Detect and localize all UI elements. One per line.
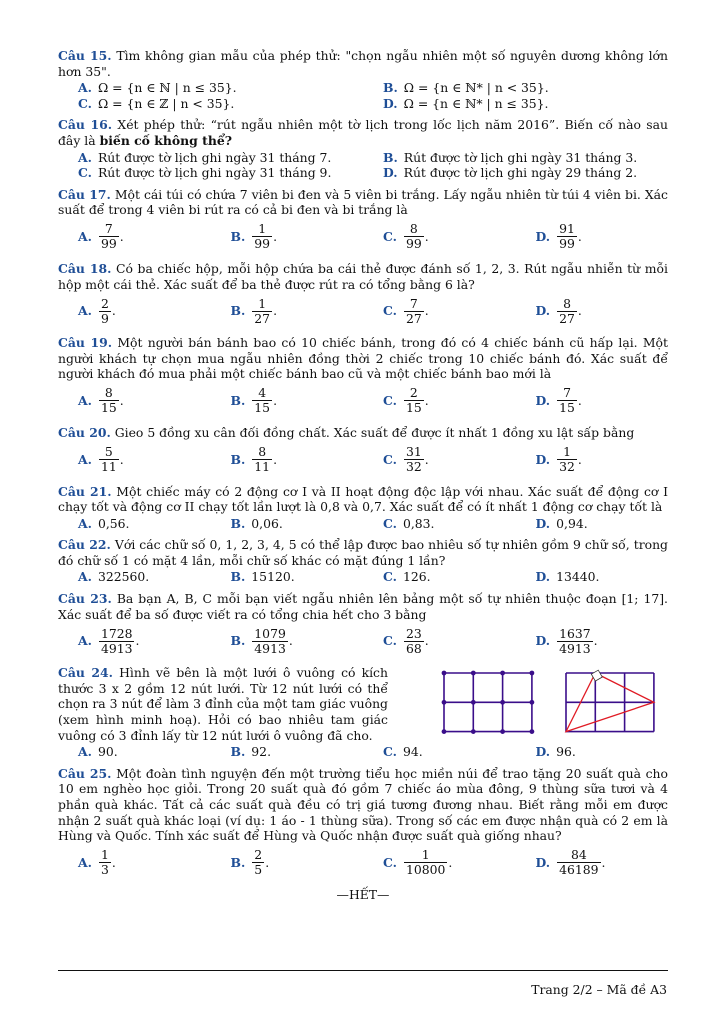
- option-text: 96.: [556, 744, 576, 760]
- answer-option-d: [516, 516, 669, 532]
- question-text: Một người bán bánh bao có 10 chiếc bánh, trong đó có 4 chiếc bánh cũ hấp lại. Một người khách tự chọn mua ngẫu nhiên đồng thời 2 chiếc trong 10 chiếc bánh đó. Xác suất để người khách đó mua phải một chiếc bánh bao cũ và một chiếc bánh bao mới là: [58, 335, 668, 382]
- fraction-denominator: 9: [100, 310, 109, 326]
- option-letter: D.: [535, 303, 551, 319]
- question-stem: [58, 335, 668, 382]
- answer-option-d: D. $\frac{7}{15}$ .: [535, 385, 582, 416]
- option-text: Ω = {n ∈ ℕ | n ≤ 35}.: [97, 80, 237, 96]
- question-label: Câu 22.: [58, 537, 111, 553]
- option-letter: B.: [383, 149, 398, 165]
- answer-options: [58, 293, 668, 329]
- answer-option-a: A. $\frac{2}{9}$ .: [78, 295, 116, 326]
- question: [58, 591, 668, 659]
- option-letter: B.: [230, 744, 246, 760]
- option-letter: A.: [78, 229, 92, 245]
- option-letter: A.: [78, 569, 92, 585]
- question-stem: [58, 117, 668, 148]
- fraction: [557, 848, 600, 877]
- page-footer: Trang 2/2 – Mã đề A3: [531, 982, 667, 997]
- question: [58, 187, 668, 255]
- option-text: Rút được tờ lịch ghi ngày 29 tháng 2.: [403, 165, 638, 181]
- fraction-denominator: 11: [254, 459, 271, 474]
- grid-node: [500, 729, 505, 734]
- question-text: Một cái túi có chứa 7 viên bi đen và 5 viên bi trắng. Lấy ngẫu nhiên từ túi 4 viên bi. Xác suất để trong 4 viên bi rút ra có cả bi đen và bi trắng là: [58, 186, 668, 218]
- question-text: Xét phép thử: “rút ngẫu nhiên một tờ lịch trong lốc lịch năm 2016”. Biến cố nào sau đây là: [58, 117, 668, 148]
- grid-figure: [440, 669, 536, 735]
- fraction-numerator: 1: [258, 221, 267, 237]
- footer-divider: [58, 970, 668, 971]
- fraction-denominator: 27: [405, 310, 422, 326]
- answer-options: [58, 744, 668, 760]
- fraction-numerator: 31: [405, 444, 422, 459]
- fraction-denominator: 15: [100, 400, 117, 416]
- fraction-denominator: 99: [559, 236, 575, 252]
- fraction: [404, 297, 424, 326]
- question-stem: [58, 766, 668, 844]
- grid-node: [471, 729, 476, 734]
- question-stem: [58, 187, 668, 218]
- fraction: [252, 297, 272, 326]
- answer-option-d: [516, 569, 669, 585]
- option-letter: A.: [78, 515, 92, 531]
- option-letter: D.: [383, 95, 398, 111]
- fraction-numerator: 91: [559, 221, 575, 237]
- question: [58, 117, 668, 180]
- fraction-numerator: 1: [258, 295, 267, 311]
- question-text: Gieo 5 đồng xu cân đối đồng chất. Xác suất để được ít nhất 1 đồng xu lật sấp bằng: [114, 424, 635, 440]
- answer-option-a: A. $\frac{1}{3}$ .: [78, 847, 116, 878]
- answer-options: [58, 845, 668, 881]
- question-label: Câu 19.: [58, 335, 113, 351]
- question: [58, 261, 668, 329]
- fraction: [252, 445, 272, 474]
- answer-option-d: D. $\frac{91}{99}$ .: [535, 221, 582, 252]
- question-text: Một đoàn tình nguyện đến một trường tiểu học miền núi để trao tặng 20 suất quà cho 10 em nghèo học giỏi. Trong 20 suất quà đó gồm 7 chiếc áo mùa đông, 9 thùng sữa tươi và 4 phần quà khác. Tất cả các suất quà đều có trị giá tương đương nhau. Biết rằng mỗi em được nhận 2 suất quà khác loại (ví dụ: 1 áo - 1 thùng sữa). Trong số các em được nhận quà có 2 em là Hùng và Quốc. Tính xác suất để Hùng và Quốc nhận được suất quà giống nhau?: [58, 765, 668, 844]
- option-letter: D.: [535, 854, 551, 870]
- answer-options: [58, 80, 668, 111]
- fraction-numerator: 1079: [254, 625, 286, 641]
- fraction: [404, 445, 424, 474]
- answer-options: [58, 442, 668, 478]
- question-stem: [58, 537, 668, 568]
- option-text: 90.: [97, 744, 118, 760]
- option-letter: C.: [383, 633, 397, 649]
- fraction: [99, 222, 119, 251]
- fraction-numerator: 7: [104, 221, 113, 237]
- fraction-denominator: 32: [559, 459, 575, 474]
- answer-options: [58, 623, 668, 659]
- answer-option-a: [58, 516, 211, 532]
- option-text: 92.: [251, 744, 272, 760]
- fraction: [99, 627, 135, 656]
- grid-node: [442, 729, 447, 734]
- answer-option-c: C. $\frac{31}{32}$ .: [383, 444, 429, 474]
- option-letter: C.: [383, 303, 397, 319]
- question-list: [58, 48, 668, 881]
- answer-option-b: B. $\frac{1}{99}$ .: [230, 221, 278, 252]
- option-letter: D.: [535, 515, 551, 531]
- answer-option-c: C. $\frac{7}{27}$ .: [383, 295, 429, 326]
- fraction: [404, 386, 424, 415]
- fraction: [557, 386, 577, 415]
- option-text: 0,56.: [97, 515, 130, 531]
- answer-option-b: [363, 150, 668, 166]
- fraction-numerator: 2: [409, 385, 418, 401]
- fraction-numerator: 8: [563, 295, 571, 311]
- answer-option-a: A. $\frac{1728}{4913}$ .: [78, 625, 140, 656]
- question-stem: [58, 665, 388, 743]
- option-text: 322560.: [97, 569, 150, 585]
- option-letter: B.: [230, 515, 246, 531]
- option-letter: D.: [535, 744, 551, 760]
- exam-page: [58, 48, 668, 902]
- question-text: Một chiếc máy có 2 động cơ I và II hoạt động độc lập với nhau. Xác suất để động cơ I chạy tốt và động cơ II chạy tốt lần lượt là 0,8 và 0,7. Xác suất để có ít nhất 1 động cơ chạy tốt là: [58, 483, 668, 515]
- option-letter: C.: [383, 229, 397, 245]
- fraction-denominator: 3: [100, 862, 109, 878]
- answer-option-a: [58, 150, 363, 166]
- fraction-numerator: 1: [100, 847, 109, 863]
- answer-option-a: A. $\frac{8}{15}$ .: [78, 385, 124, 416]
- answer-option-a: [58, 569, 211, 585]
- fraction: [99, 297, 111, 326]
- answer-options: [58, 219, 668, 255]
- answer-option-c: [363, 744, 516, 760]
- question-label: Câu 20.: [58, 424, 111, 440]
- grid-node: [442, 700, 447, 705]
- question-text: Hình vẽ bên là một lưới ô vuông có kích thước 3 x 2 gồm 12 nút lưới. Từ 12 nút lưới có thể chọn ra 3 nút để làm 3 đỉnh của một tam giác vuông (xem hình minh hoạ). Hỏi có bao nhiêu tam giác vuông có 3 đỉnh lấy từ 12 nút lưới ô vuông đã cho.: [58, 665, 388, 743]
- fraction-numerator: 8: [258, 444, 267, 459]
- question: [58, 335, 668, 419]
- answer-option-b: B. $\frac{1}{27}$ .: [230, 295, 278, 326]
- option-text: 126.: [402, 569, 431, 585]
- fraction-denominator: 68: [405, 640, 422, 656]
- question-stem: [58, 425, 668, 441]
- option-text: 94.: [402, 744, 423, 760]
- answer-options: [58, 383, 668, 419]
- option-letter: B.: [230, 633, 246, 649]
- answer-option-b: B. $\frac{8}{11}$ .: [230, 444, 278, 474]
- option-letter: D.: [535, 633, 551, 649]
- fraction-denominator: 27: [559, 310, 575, 326]
- answer-option-d: D. $\frac{84}{46189}$ .: [535, 847, 606, 878]
- answer-option-d: D. $\frac{8}{27}$ .: [535, 295, 582, 326]
- fraction-numerator: 8: [409, 221, 418, 237]
- answer-option-d: D. $\frac{1637}{4913}$ .: [535, 625, 598, 656]
- question: [58, 484, 668, 532]
- question-label: Câu 25.: [58, 765, 112, 781]
- fraction-numerator: 8: [104, 385, 113, 401]
- answer-option-d: [363, 96, 668, 112]
- fraction-denominator: 99: [405, 236, 422, 252]
- fraction: [557, 297, 577, 326]
- option-letter: B.: [230, 451, 246, 467]
- option-letter: A.: [78, 451, 92, 467]
- question-text: Có ba chiếc hộp, mỗi hộp chứa ba cái thẻ được đánh số 1, 2, 3. Rút ngẫu nhiễn từ mỗi hộp một cái thẻ. Xác suất để ba thẻ được rút ra có tổng bằng 6 là?: [58, 260, 669, 292]
- fraction-numerator: 2: [100, 295, 109, 311]
- question-label: Câu 17.: [58, 186, 111, 202]
- answer-option-b: [211, 744, 364, 760]
- fraction-denominator: 10800: [405, 862, 446, 878]
- fraction: [252, 386, 272, 415]
- question-label: Câu 24.: [58, 665, 113, 681]
- fraction-denominator: 11: [100, 459, 117, 474]
- answer-option-b: B. $\frac{1079}{4913}$ .: [230, 625, 293, 656]
- question: [58, 665, 668, 760]
- question-text: Tìm không gian mẫu của phép thử: "chọn ngẫu nhiên một số nguyên dương không lớn hơn 35".: [58, 48, 668, 79]
- option-text: 0,06.: [251, 515, 283, 531]
- answer-option-d: [363, 165, 668, 181]
- answer-option-c: C. $\frac{8}{99}$ .: [383, 221, 429, 252]
- answer-option-a: [58, 80, 363, 96]
- fraction: [99, 848, 111, 877]
- fraction-numerator: 1728: [100, 625, 133, 641]
- fraction: [557, 627, 593, 656]
- answer-option-d: [516, 744, 669, 760]
- fraction: [404, 222, 424, 251]
- grid-node: [500, 700, 505, 705]
- answer-options: [58, 516, 668, 532]
- option-letter: B.: [230, 303, 246, 319]
- option-letter: C.: [78, 95, 92, 111]
- question-label: Câu 18.: [58, 260, 112, 276]
- option-text: Rút được tờ lịch ghi ngày 31 tháng 9.: [97, 165, 332, 181]
- fraction-numerator: 23: [405, 625, 422, 641]
- option-letter: A.: [78, 149, 92, 165]
- option-letter: B.: [230, 229, 246, 245]
- option-text: Ω = {n ∈ ℤ | n < 35}.: [97, 95, 235, 111]
- fraction: [99, 386, 119, 415]
- question-text: Với các chữ số 0, 1, 2, 3, 4, 5 có thể lập được bao nhiêu số tự nhiên gồm 9 chữ số, trong đó chữ số 1 có mặt 4 lần, mỗi chữ số khác có mặt đúng 1 lần?: [58, 537, 668, 568]
- fraction-numerator: 7: [563, 385, 571, 401]
- option-text: 0,94.: [556, 515, 588, 531]
- question-label: Câu 15.: [58, 48, 112, 63]
- option-letter: A.: [78, 80, 92, 96]
- fraction-denominator: 15: [405, 400, 422, 416]
- answer-option-b: B. $\frac{4}{15}$ .: [230, 385, 278, 416]
- option-letter: D.: [535, 451, 551, 467]
- question-stem: [58, 48, 668, 79]
- option-letter: D.: [535, 569, 551, 585]
- fraction: [99, 445, 119, 474]
- question: [58, 48, 668, 111]
- fraction: [252, 222, 272, 251]
- grid-node: [530, 729, 535, 734]
- fraction: [404, 627, 424, 656]
- grid-illustration: [440, 669, 658, 743]
- end-marker: —HẾT—: [336, 886, 390, 902]
- fraction-numerator: 1: [421, 847, 430, 863]
- question-emphasis: biến cố không thể?: [99, 132, 232, 148]
- option-letter: C.: [383, 744, 397, 760]
- answer-option-c: C. $\frac{23}{68}$ .: [383, 625, 429, 656]
- question-stem: [58, 484, 668, 515]
- fraction-numerator: 4: [258, 385, 267, 401]
- fraction-denominator: 4913: [559, 640, 591, 656]
- fraction-numerator: 84: [570, 847, 587, 863]
- option-text: 15120.: [251, 569, 295, 585]
- question: [58, 425, 668, 478]
- option-letter: C.: [383, 569, 397, 585]
- option-letter: B.: [230, 393, 246, 409]
- fraction: [252, 848, 264, 877]
- option-text: Ω = {n ∈ ℕ* | n < 35}.: [403, 80, 549, 96]
- fraction-denominator: 4913: [254, 640, 286, 656]
- answer-option-c: [363, 569, 516, 585]
- answer-option-c: [58, 96, 363, 112]
- grid-node: [530, 700, 535, 705]
- option-text: Rút được tờ lịch ghi ngày 31 tháng 3.: [403, 149, 638, 165]
- grid-node: [471, 671, 476, 676]
- question-label: Câu 16.: [58, 117, 113, 133]
- option-letter: C.: [78, 165, 92, 181]
- fraction: [252, 627, 288, 656]
- option-letter: A.: [78, 633, 92, 649]
- grid-node: [471, 700, 476, 705]
- fraction: [404, 848, 447, 877]
- fraction-denominator: 4913: [100, 640, 133, 656]
- answer-option-c: [58, 165, 363, 181]
- answer-option-a: A. $\frac{5}{11}$ .: [78, 444, 124, 474]
- answer-option-c: C. $\frac{1}{10800}$ .: [383, 847, 453, 878]
- question-label: Câu 23.: [58, 591, 112, 607]
- answer-option-b: [211, 516, 364, 532]
- option-letter: D.: [383, 165, 398, 181]
- grid-node: [500, 671, 505, 676]
- option-letter: B.: [383, 80, 398, 96]
- option-letter: A.: [78, 303, 92, 319]
- answer-option-b: B. $\frac{2}{5}$ .: [230, 847, 270, 878]
- fraction-denominator: 27: [254, 310, 271, 326]
- answer-option-b: [363, 80, 668, 96]
- question-stem: [58, 591, 668, 622]
- fraction: [557, 445, 577, 474]
- question-text: Ba bạn A, B, C mỗi bạn viết ngẫu nhiên lên bảng một số tự nhiên thuộc đoạn [1; 17]. Xác suất để ba số được viết ra có tổng chia hết cho 3 bằng: [58, 591, 668, 622]
- option-letter: A.: [78, 393, 92, 409]
- option-text: Rút được tờ lịch ghi ngày 31 tháng 7.: [97, 149, 332, 165]
- option-letter: A.: [78, 854, 92, 870]
- answer-option-d: D. $\frac{1}{32}$ .: [535, 444, 582, 474]
- option-letter: C.: [383, 393, 397, 409]
- option-text: 0,83.: [402, 515, 435, 531]
- option-text: Ω = {n ∈ ℕ* | n ≤ 35}.: [403, 95, 549, 111]
- option-letter: A.: [78, 744, 92, 760]
- question: [58, 766, 668, 881]
- grid-triangle-figure: [562, 669, 658, 735]
- question-label: Câu 21.: [58, 483, 112, 499]
- option-letter: C.: [383, 854, 397, 870]
- grid-node: [442, 671, 447, 676]
- option-text: 13440.: [556, 569, 600, 585]
- answer-option-a: A. $\frac{7}{99}$ .: [78, 221, 124, 252]
- fraction-numerator: 1: [563, 444, 571, 459]
- option-letter: D.: [535, 229, 551, 245]
- fraction: [557, 222, 577, 251]
- option-letter: B.: [230, 854, 246, 870]
- option-letter: B.: [230, 569, 246, 585]
- question: [58, 537, 668, 585]
- option-letter: D.: [535, 393, 551, 409]
- answer-option-a: [58, 744, 211, 760]
- fraction-denominator: 15: [254, 400, 271, 416]
- fraction-numerator: 5: [104, 444, 113, 459]
- answer-options: [58, 569, 668, 585]
- fraction-denominator: 99: [254, 236, 271, 252]
- right-angle-marker: [591, 670, 602, 681]
- option-letter: C.: [383, 515, 397, 531]
- answer-options: [58, 150, 668, 181]
- fraction-denominator: 99: [100, 236, 117, 252]
- grid-node: [530, 671, 535, 676]
- fraction-denominator: 15: [559, 400, 575, 416]
- answer-option-c: [363, 516, 516, 532]
- fraction-numerator: 7: [409, 295, 418, 311]
- answer-option-b: [211, 569, 364, 585]
- fraction-denominator: 5: [254, 862, 263, 878]
- fraction-numerator: 1637: [559, 625, 591, 641]
- answer-option-c: C. $\frac{2}{15}$ .: [383, 385, 429, 416]
- option-letter: C.: [383, 451, 397, 467]
- fraction-numerator: 2: [254, 847, 263, 863]
- question-stem: [58, 261, 668, 292]
- fraction-denominator: 32: [405, 459, 422, 474]
- fraction-denominator: 46189: [559, 862, 599, 878]
